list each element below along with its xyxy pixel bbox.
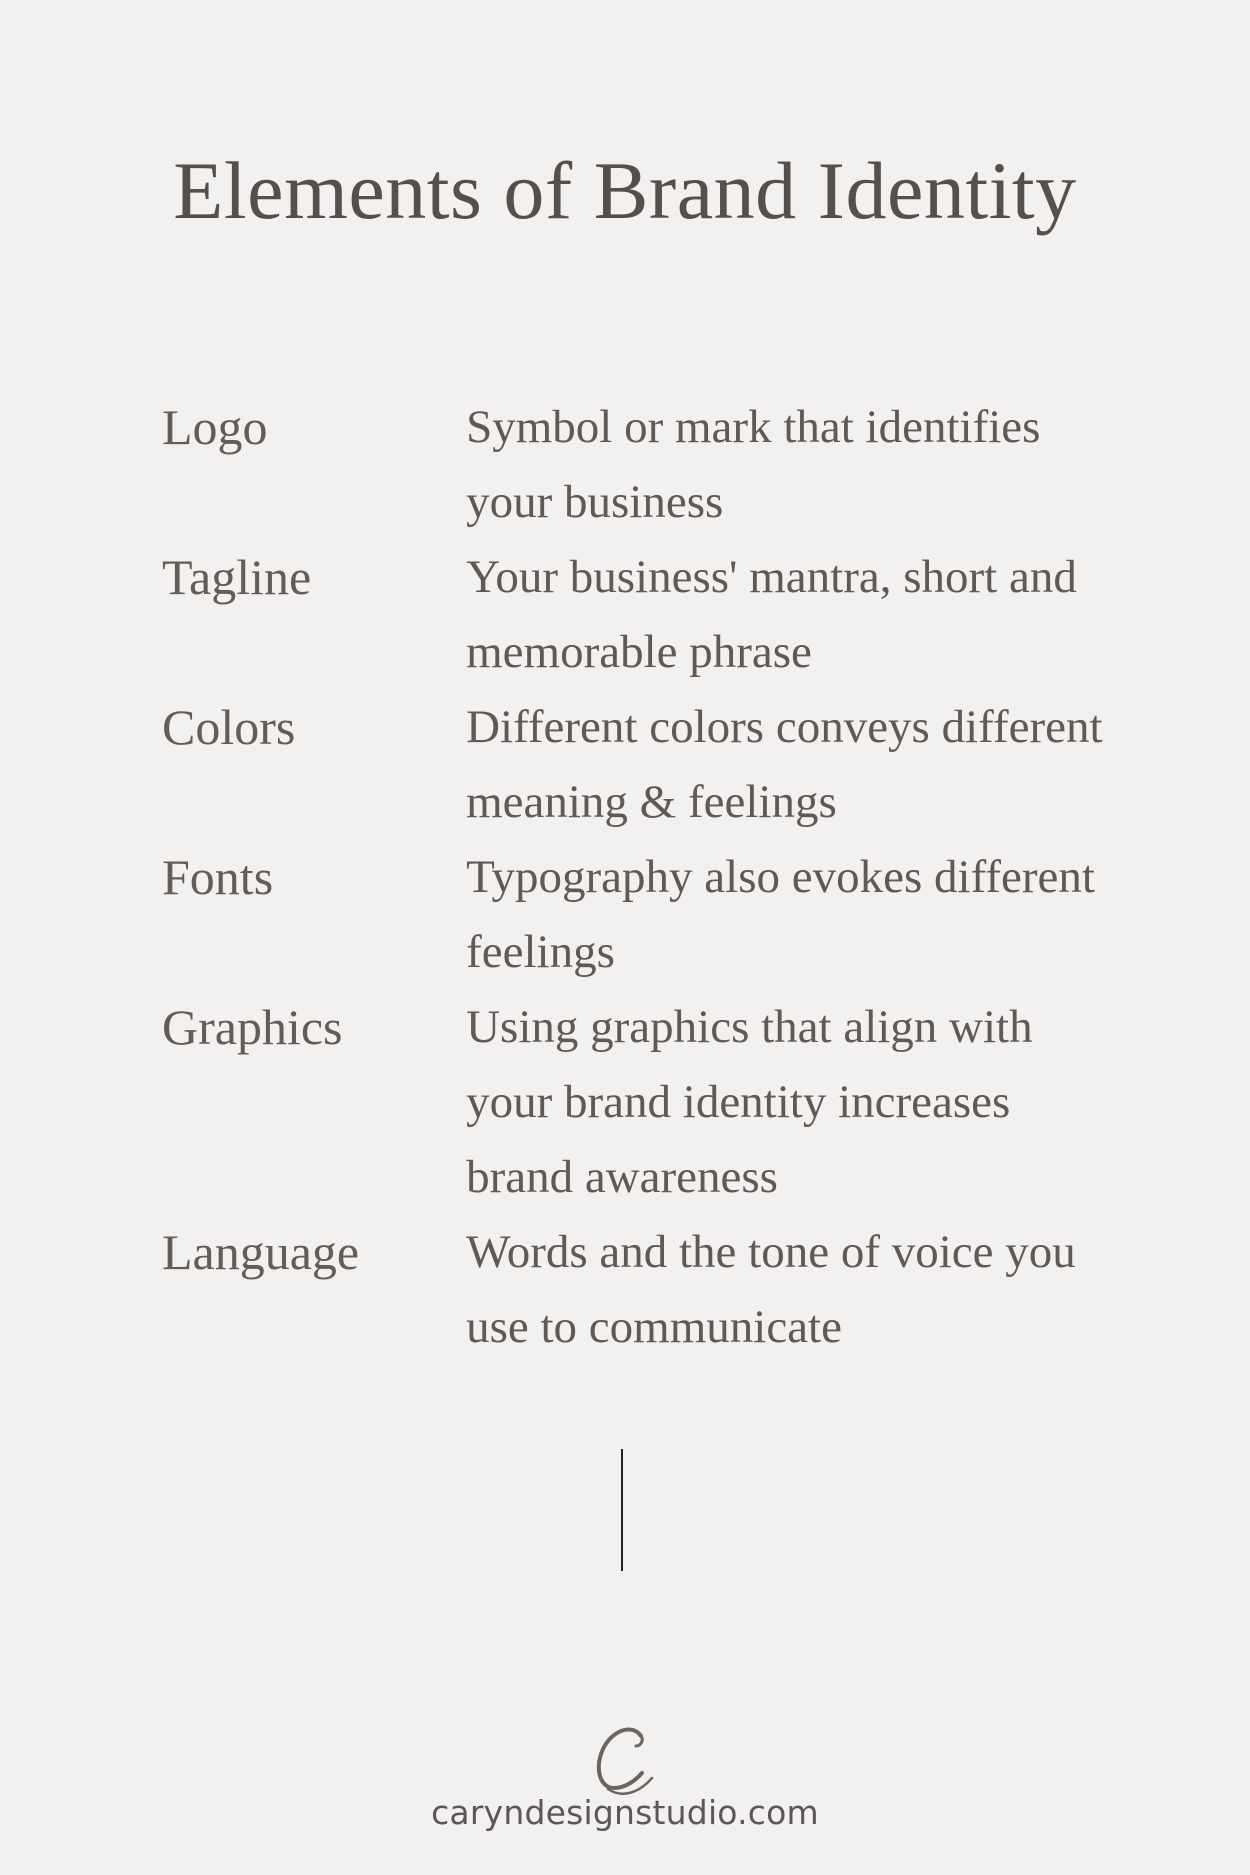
element-description: Different colors conveys different meaning & feelings xyxy=(466,701,1103,828)
element-term: Language xyxy=(162,1224,360,1280)
list-item xyxy=(162,690,1122,840)
element-description: Symbol or mark that identifies your business xyxy=(466,401,1041,528)
element-description: Words and the tone of voice you use to communicate xyxy=(466,1226,1076,1353)
list-item xyxy=(162,840,1122,990)
element-term: Graphics xyxy=(162,999,343,1055)
list-item xyxy=(162,540,1122,690)
list-item xyxy=(162,390,1122,540)
element-term: Fonts xyxy=(162,849,274,905)
list-item xyxy=(162,990,1122,1215)
element-description: Typography also evokes different feelings xyxy=(466,851,1095,978)
element-term: Logo xyxy=(162,399,268,455)
element-term: Colors xyxy=(162,699,296,755)
element-description: Your business' mantra, short and memorable phrase xyxy=(466,551,1077,678)
list-item xyxy=(162,1215,1122,1365)
element-term: Tagline xyxy=(162,549,312,605)
vertical-divider xyxy=(621,1449,623,1571)
element-description: Using graphics that align with your brand identity increases brand awareness xyxy=(466,1001,1033,1203)
script-c-monogram-icon xyxy=(583,1710,673,1800)
page-title: Elements of Brand Identity xyxy=(173,145,1077,236)
brand-elements-list xyxy=(162,390,1122,1365)
website-url: caryndesignstudio.com xyxy=(431,1793,819,1832)
